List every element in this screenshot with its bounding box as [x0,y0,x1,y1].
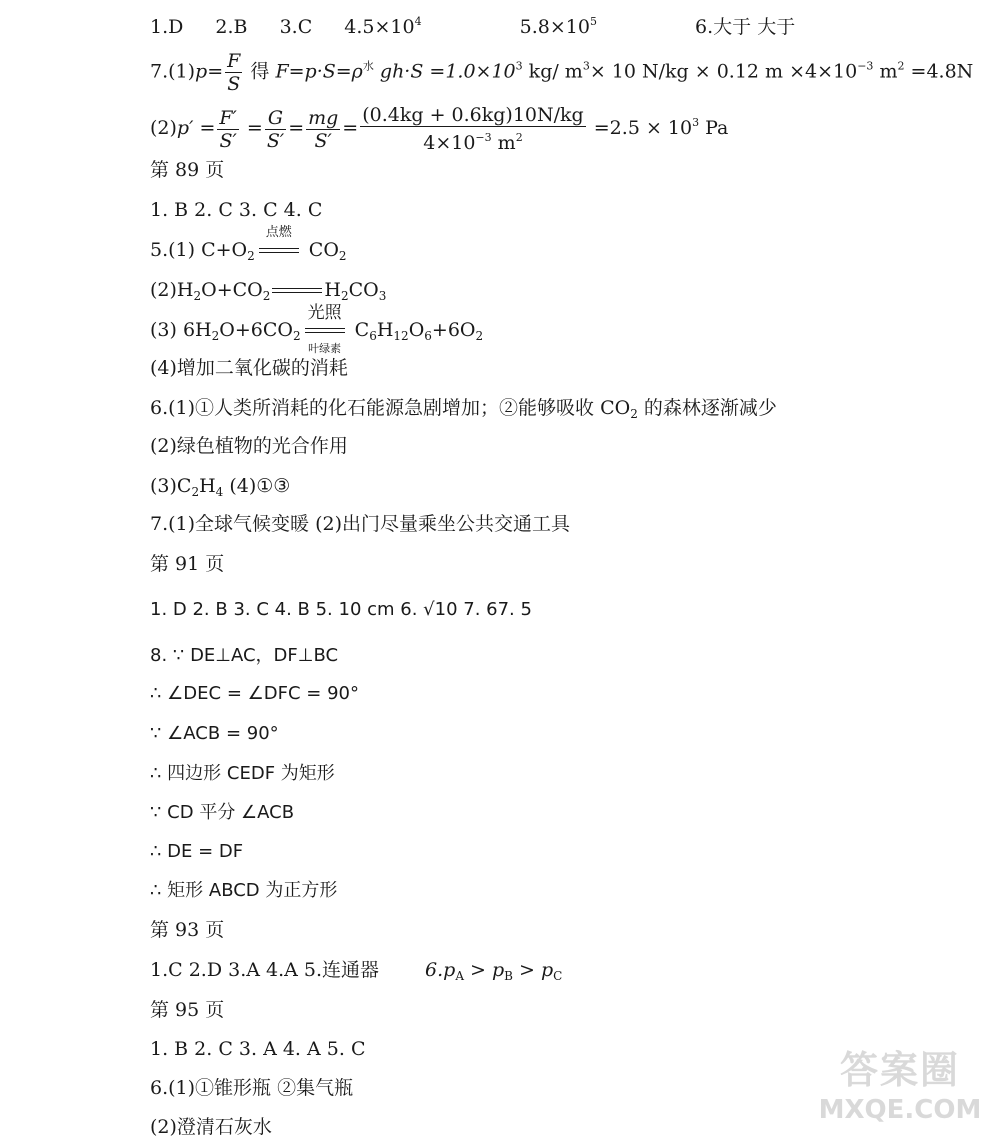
reaction-arrow [272,287,322,295]
fraction-g: $\frac{G}{S'}$ [266,106,285,152]
answer-1: 1.D [150,16,184,38]
fraction-f-prime: $\frac{F'}{S'}$ [219,106,237,152]
fraction-values: $\frac{(0.4kg + 0.6kg)10N/kg}{4\times 10^{-3} m^2}$ [362,104,584,154]
equation-1: 5.(1) $C+O_2$ 点燃 $CO_2$ [150,225,347,263]
answer-6-2: (2)绿色植物的光合作用 [150,435,348,457]
section-title-93: 第 93 页 [150,919,225,941]
page95-answers: 1. B 2. C 3. A 4. A 5. C [150,1038,366,1060]
answer-95-6-1: 6.(1)①锥形瓶 ②集气瓶 [150,1077,354,1099]
fraction-mg: $\frac{mg}{S'}$ [308,106,339,152]
answer-7: 7.(1)全球气候变暖 (2)出门尽量乘坐公共交通工具 [150,513,570,535]
page93-answers: 1.C 2.D 3.A 4.A 5.连通器 $6.p_A > p_B > p_C$ [150,959,563,983]
section-title-89: 第 89 页 [150,159,225,181]
section-title-95: 第 95 页 [150,999,225,1021]
watermark-logo: 答案圈 MXQE.COM [818,1048,982,1125]
proof-line-4: ∴ 四边形 CEDF 为矩形 [150,763,335,784]
answer-2: 2.B [215,16,248,38]
proof-line-5: ∵ CD 平分 ∠ACB [150,802,295,823]
answer-row-1: 1.D 2.B 3.C $4.5\times 10^4$ $5.8\times 10^5$ 6.大于 大于 [150,15,796,38]
page91-answers: 1. D 2. B 3. C 4. B 5. 10 cm 6. √10 7. 67. 5 [150,599,532,620]
reaction-arrow: 光照 叶绿素 [305,327,345,335]
answer-3: 3.C [279,16,313,38]
answer-7-2: (2)p′ = $\frac{F'}{S'}$ = $\frac{G}{S'}$ = $\frac{mg}{S'}$ = $\frac{(0.4kg + 0.6kg)10N/kg}{4\times 10^{-3} m^2}$ $=2.5 \times 10^3$ Pa [150,104,729,154]
equation-3: (3) $6H_2O+6CO_2$ 光照 叶绿素 $C_6H_{12}O_6+6O_2$ [150,303,484,355]
answer-4: 4.5×10 [344,16,415,38]
answer-6-3: $(3)C_2H_4$ (4)①③ [150,475,291,499]
answer-7-1: 7.(1)p= $\frac{F}{S}$ 得 $F=p\cdot S=\rho^水$ $gh\cdot S =1.0\times 10^3$ kg/ $m^3\times 10$ N/kg × 0.12 $m \times 4\times 10^{-3}$ $m^2 =4.8N$ [150,50,974,95]
proof-line-2: ∴ ∠DEC = ∠DFC = 90° [150,683,359,704]
answer-6-1: 6.(1)①人类所消耗的化石能源急剧增加；②能够吸收 $CO_2$ 的森林逐渐减少 [150,397,777,421]
section-title-91: 第 91 页 [150,553,225,575]
proof-line-1: 8. ∵ DE⊥AC，DF⊥BC [150,645,339,666]
fraction-f-over-s: $\frac{F}{S}$ [227,50,241,95]
page89-answers: 1. B 2. C 3. C 4. C [150,199,323,221]
answer-5-4: (4)增加二氧化碳的消耗 [150,357,348,379]
proof-line-6: ∴ DE = DF [150,841,244,862]
proof-line-3: ∵ ∠ACB = 90° [150,723,279,744]
proof-line-7: ∴ 矩形 ABCD 为正方形 [150,880,338,901]
answer-5: 5.8×10 [519,16,590,38]
reaction-arrow: 点燃 [259,247,299,255]
answer-6: 6.大于 大于 [695,16,796,38]
equation-2: $(2)H_2O+CO_2$ $H_2CO_3$ [150,279,387,303]
answer-95-6-2: (2)澄清石灰水 [150,1116,272,1138]
